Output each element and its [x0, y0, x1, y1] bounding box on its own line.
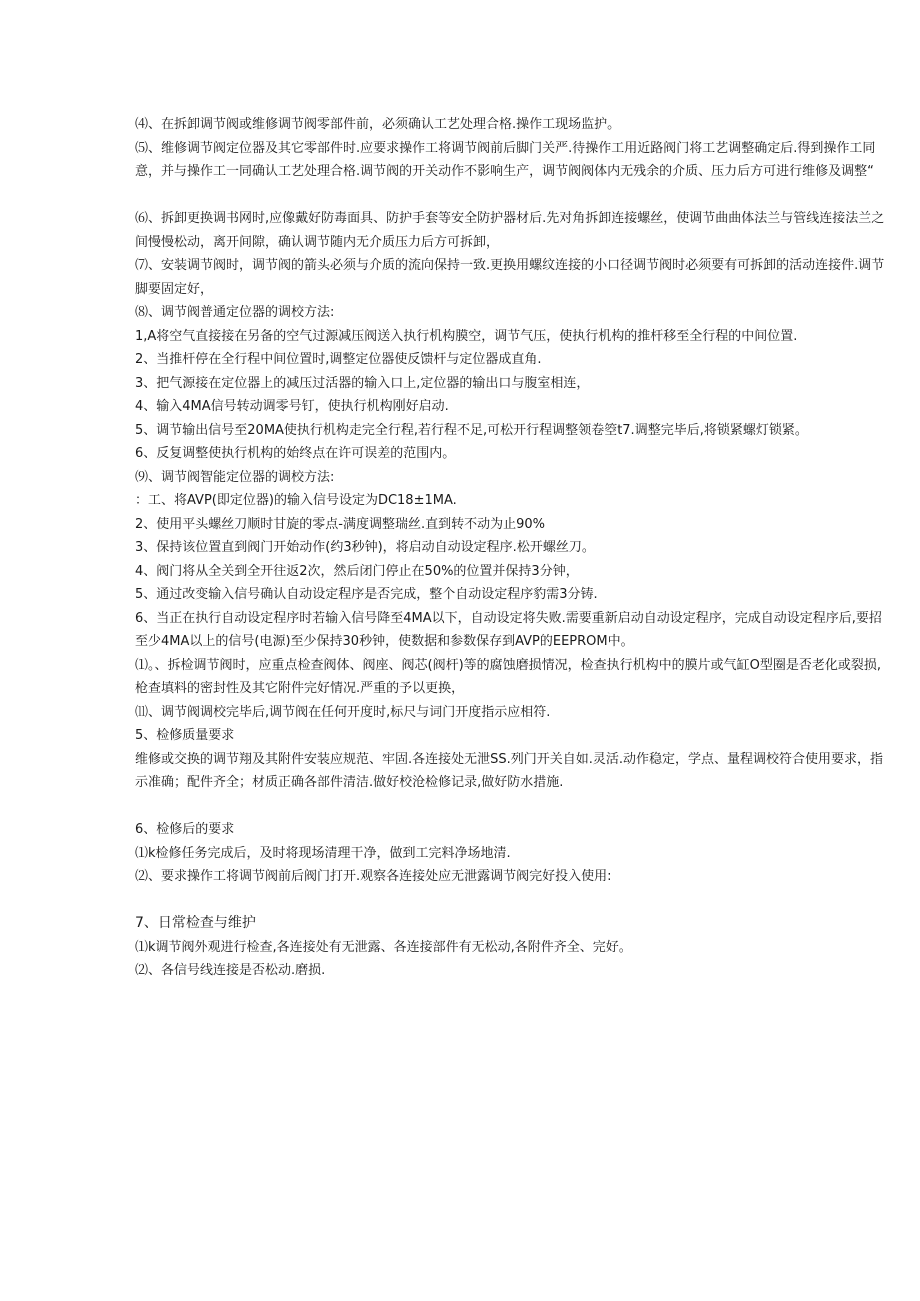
- paragraph: ⑵、各信号线连接是否松动.磨损.: [135, 963, 326, 978]
- paragraph: ⑵、要求操作工将调节阀前后阀门打开.观察各连接处应无泄露调节阀完好投入使用:: [135, 869, 612, 884]
- blank-line: [135, 795, 890, 819]
- paragraph: ⑴k调节阀外观进行检查,各连接处有无泄露、各连接部件有无松动,各附件齐全、完好。: [135, 939, 632, 955]
- document-page: [135, 113, 890, 983]
- paragraph: 3、保持该位置直到阀门开始动作(约3秒钟)，将启动自动设定程序.松开螺丝刀。: [135, 540, 595, 555]
- paragraph: 维修或交换的调节翔及其附件安装应规范、牢固.各连接处无泄SS.列门开关自如.灵活.动作稳定，学点、量程调校符合使用要求，指示准确；配件齐全；材质正确各部件清洁.做好校沧检修记录,做好防水措施.: [135, 751, 884, 790]
- blank-line: [135, 184, 890, 208]
- paragraph: ⑻、调节阀普通定位器的调校方法:: [135, 305, 335, 320]
- paragraph: 2、当推杆停在全行程中间位置时,调整定位器使反馈杆与定位器成直角.: [135, 352, 542, 367]
- paragraph: ⑼、调节阀智能定位器的调校方法:: [135, 469, 335, 485]
- section-heading: 5、检修质量要求: [135, 728, 235, 743]
- paragraph: ⑸、维修调节阀定位器及其它零部件时.应要求操作工将调节阀前后脚门关严.待操作工用近路阀门将工艺调整确定后.得到操作工同意，并与操作工一同确认工艺处理合格.调节阀的开关动作不影响生产，调节阀阀体内无残余的介质、压力后方可进行维修及调整“: [135, 140, 876, 179]
- paragraph: 5、调节输出信号至20MA使执行机构走完全行程,若行程不足,可松开行程调整领卷箜t7.调整完毕后,将锁紧螺灯锁紧。: [135, 422, 808, 438]
- paragraph: 6、当正在执行自动设定程序时若输入信号降至4MA以下，自动设定将失败.需要重新启动自动设定程序，完成自动设定程序后,要招至少4MA以上的信号(电源)至少保持30秒钟，使数据和参数保存到AVP的EEPROM中。: [135, 610, 882, 649]
- paragraph: 3、把气源接在定位器上的减压过活器的输入口上,定位器的输出口与腹室相连，: [135, 375, 590, 391]
- blank-line: [135, 889, 890, 913]
- paragraph: 1,A将空气直接接在另备的空气过源减压阀送入执行机构膜空，调节气压，使执行机构的推杆移至全行程的中间位置.: [135, 328, 798, 344]
- paragraph: 4、输入4MA信号转动调零号钉，使执行机构刚好启动.: [135, 399, 449, 414]
- paragraph: ⑷、在拆卸调节阀或维修调节阀零部件前，必须确认工艺处理合格.操作工现场监护。: [135, 117, 621, 132]
- paragraph: 5、通过改变输入信号确认自动设定程序是否完成，整个自动设定程序豹需3分铸.: [135, 587, 598, 602]
- paragraph: 6、反复调整使执行机构的始终点在许可误差的范围内。: [135, 446, 456, 461]
- section-heading: 7、日常检查与维护: [135, 915, 256, 931]
- paragraph: ⑾、调节阀调校完毕后,调节阀在任何开度时,标尺与词门开度指示应相符.: [135, 704, 551, 720]
- paragraph: ⑹、拆卸更换调书网时,应像戴好防毒面具、防护手套等安全防护器材后.先对角拆卸连接螺丝，使调节曲曲体法兰与管线连接法兰之间慢慢松动，离开间隙，确认调节随内无介质压力后方可拆卸，: [135, 211, 885, 250]
- paragraph: ⑴。、拆检调节阀时，应重点检查阀体、阀座、阀芯(阀杆)等的腐蚀磨损情况，检查执行机构中的膜片或气缸O型圈是否老化或裂损,枪查填料的密封性及其它附件完好情况.严重的予以更换，: [135, 657, 882, 696]
- paragraph: 4、阀门将从全关到全开往返2次，然后闭门停止在50%的位置并保持3分钟，: [135, 563, 579, 579]
- paragraph: ：工、将AVP(即定位器)的输入信号设定为DC18±1MA.: [135, 493, 457, 508]
- section-heading: 6、检修后的要求: [135, 822, 235, 837]
- paragraph: ⑺、安装调节阀时，调节阀的箭头必须与介质的流向保持一致.更换用螺纹连接的小口径调节阀时必须要有可拆卸的活动连接件.调节脚要固定好，: [135, 258, 885, 297]
- paragraph: 2、使用平头螺丝刀顺时甘旋的零点-满度调整瑞丝.直到转不动为止90%: [135, 516, 545, 532]
- paragraph: ⑴k检修任务完成后，及时将现场清理干净，做到工完料净场地清.: [135, 845, 511, 861]
